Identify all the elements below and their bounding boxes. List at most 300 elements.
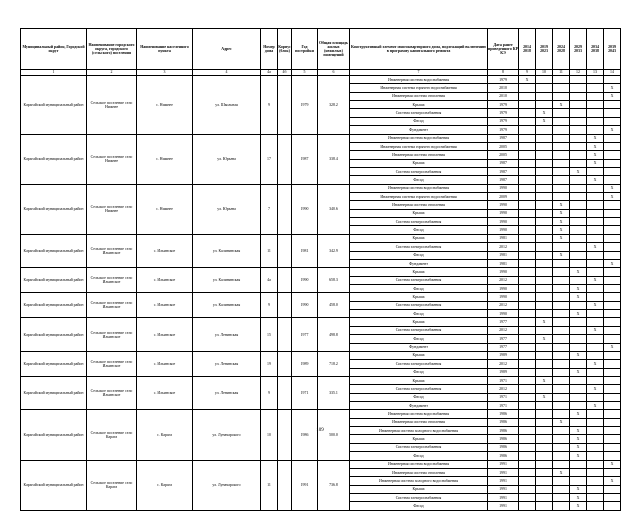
period-cell xyxy=(570,184,587,192)
element-cell: Крыша xyxy=(350,318,488,326)
period-cell xyxy=(519,460,536,468)
area-cell: 338.4 xyxy=(318,134,350,184)
period-cell xyxy=(587,284,604,292)
period-cell xyxy=(553,376,570,384)
period-cell xyxy=(587,251,604,259)
column-header: 2019 2023 xyxy=(536,29,553,70)
period-cell xyxy=(570,360,587,368)
period-cell xyxy=(587,268,604,276)
element-cell: Крыша xyxy=(350,268,488,276)
period-cell xyxy=(587,351,604,359)
element-cell: Система электроснабжения xyxy=(350,326,488,334)
period-mark: X xyxy=(553,234,570,242)
prior-repair-date-cell: 1990 xyxy=(488,201,519,209)
period-cell xyxy=(587,443,604,451)
year-built-cell: 1987 xyxy=(292,134,318,184)
period-cell xyxy=(536,477,553,485)
element-cell: Инженерная система холодного водоснабжения xyxy=(350,477,488,485)
table-body xyxy=(21,76,621,511)
period-cell xyxy=(519,326,536,334)
period-cell xyxy=(587,293,604,301)
period-cell xyxy=(519,402,536,410)
period-cell xyxy=(587,502,604,510)
element-cell: Фундамент xyxy=(350,259,488,267)
period-cell xyxy=(604,201,621,209)
prior-repair-date-cell: 1981 xyxy=(488,259,519,267)
locality-cell: с. Карага xyxy=(137,460,193,510)
prior-repair-date-cell: 2012 xyxy=(488,326,519,334)
period-mark: X xyxy=(553,201,570,209)
period-cell xyxy=(553,360,570,368)
period-cell xyxy=(587,310,604,318)
period-cell xyxy=(553,393,570,401)
period-mark: X xyxy=(587,301,604,309)
period-mark: X xyxy=(553,218,570,226)
period-cell xyxy=(587,468,604,476)
column-number: 3 xyxy=(137,70,193,76)
column-number: 9 xyxy=(519,70,536,76)
period-cell xyxy=(604,159,621,167)
period-cell xyxy=(570,335,587,343)
period-cell xyxy=(536,193,553,201)
column-number: 12 xyxy=(570,70,587,76)
column-header: Год постройки xyxy=(292,29,318,70)
period-mark: X xyxy=(587,151,604,159)
prior-repair-date-cell: 1991 xyxy=(488,493,519,501)
period-cell xyxy=(536,452,553,460)
prior-repair-date-cell: 1977 xyxy=(488,343,519,351)
period-cell xyxy=(604,443,621,451)
period-cell xyxy=(587,117,604,125)
column-number: 10 xyxy=(536,70,553,76)
prior-repair-date-cell: 2005 xyxy=(488,142,519,150)
table-row xyxy=(21,76,621,84)
period-mark: X xyxy=(587,142,604,150)
period-cell xyxy=(570,142,587,150)
prior-repair-date-cell: 1979 xyxy=(488,117,519,125)
period-cell xyxy=(587,109,604,117)
period-mark: X xyxy=(604,477,621,485)
element-cell: Крыша xyxy=(350,209,488,217)
period-cell xyxy=(536,234,553,242)
period-cell xyxy=(536,402,553,410)
period-mark: X xyxy=(587,402,604,410)
column-header: Дата ранее проведенного КР КЭ xyxy=(488,29,519,70)
prior-repair-date-cell: 1990 xyxy=(488,310,519,318)
street-cell: ул. Ленинская xyxy=(193,376,261,409)
period-cell xyxy=(587,393,604,401)
period-cell xyxy=(536,84,553,92)
column-header: Муниципальный район, Городской округ xyxy=(21,29,87,70)
period-cell xyxy=(536,301,553,309)
settlement-cell: Сельское поселение село Ильинское xyxy=(87,234,137,267)
period-cell xyxy=(519,84,536,92)
prior-repair-date-cell: 1979 xyxy=(488,101,519,109)
element-cell: Система электроснабжения xyxy=(350,385,488,393)
element-cell: Фасад xyxy=(350,117,488,125)
period-cell xyxy=(519,234,536,242)
element-cell: Инженерная система отопления xyxy=(350,201,488,209)
period-cell xyxy=(570,402,587,410)
element-cell: Фасад xyxy=(350,368,488,376)
block-cell xyxy=(278,268,292,293)
prior-repair-date-cell: 1990 xyxy=(488,284,519,292)
period-cell xyxy=(604,167,621,175)
period-cell xyxy=(604,435,621,443)
period-mark: X xyxy=(570,452,587,460)
table-row xyxy=(21,351,621,359)
block-cell xyxy=(278,293,292,318)
element-cell: Крыша xyxy=(350,159,488,167)
period-cell xyxy=(536,468,553,476)
element-cell: Фасад xyxy=(350,284,488,292)
house-number-cell: 11 xyxy=(261,460,278,510)
house-number-cell: 19 xyxy=(261,351,278,376)
period-cell xyxy=(519,301,536,309)
period-cell xyxy=(587,477,604,485)
period-cell xyxy=(553,84,570,92)
period-cell xyxy=(519,393,536,401)
period-cell xyxy=(519,92,536,100)
column-number: 7 xyxy=(350,70,488,76)
period-cell xyxy=(570,126,587,134)
period-mark: X xyxy=(604,92,621,100)
element-cell: Инженерная система отопления xyxy=(350,92,488,100)
prior-repair-date-cell: 2012 xyxy=(488,301,519,309)
period-cell xyxy=(587,234,604,242)
period-cell xyxy=(587,435,604,443)
period-cell xyxy=(570,159,587,167)
table-row xyxy=(21,460,621,468)
locality-cell: с. Нижнее xyxy=(137,134,193,184)
column-number: 14 xyxy=(604,70,621,76)
period-mark: X xyxy=(570,435,587,443)
period-mark: X xyxy=(604,460,621,468)
period-cell xyxy=(519,477,536,485)
period-cell xyxy=(604,335,621,343)
prior-repair-date-cell: 1991 xyxy=(488,485,519,493)
prior-repair-date-cell: 1991 xyxy=(488,477,519,485)
element-cell: Инженерная система водоснабжения xyxy=(350,134,488,142)
block-cell xyxy=(278,351,292,376)
column-header: Номер дома xyxy=(261,29,278,70)
house-number-cell: 17 xyxy=(261,134,278,184)
period-mark: X xyxy=(604,193,621,201)
period-cell xyxy=(519,268,536,276)
period-cell xyxy=(553,92,570,100)
element-cell: Фасад xyxy=(350,310,488,318)
block-cell xyxy=(278,410,292,460)
settlement-cell: Сельское поселение село Нижнее xyxy=(87,184,137,234)
block-cell xyxy=(278,318,292,351)
period-cell xyxy=(604,101,621,109)
period-cell xyxy=(587,101,604,109)
period-cell xyxy=(536,385,553,393)
column-number: 13 xyxy=(587,70,604,76)
locality-cell: с. Ильинское xyxy=(137,234,193,267)
period-cell xyxy=(587,343,604,351)
column-number: 5 xyxy=(292,70,318,76)
element-cell: Фундамент xyxy=(350,126,488,134)
element-cell: Крыша xyxy=(350,293,488,301)
period-cell xyxy=(536,251,553,259)
period-cell xyxy=(570,393,587,401)
period-cell xyxy=(587,376,604,384)
area-cell: 340.6 xyxy=(318,184,350,234)
element-cell: Инженерная система горячего водоснабжения xyxy=(350,84,488,92)
element-cell: Система электроснабжения xyxy=(350,301,488,309)
period-cell xyxy=(587,92,604,100)
prior-repair-date-cell: 1979 xyxy=(488,109,519,117)
settlement-cell: Сельское поселение село Нижнее xyxy=(87,134,137,184)
year-built-cell: 1989 xyxy=(292,351,318,376)
locality-cell: с. Нижнее xyxy=(137,76,193,135)
area-cell: 718.2 xyxy=(318,351,350,376)
district-cell: Карагайский муниципальный район xyxy=(21,376,87,409)
year-built-cell: 1977 xyxy=(292,318,318,351)
settlement-cell: Сельское поселение село Ильинское xyxy=(87,293,137,318)
year-built-cell: 1971 xyxy=(292,376,318,409)
period-cell xyxy=(604,351,621,359)
element-cell: Крыша xyxy=(350,435,488,443)
period-mark: X xyxy=(570,284,587,292)
period-mark: X xyxy=(570,310,587,318)
period-cell xyxy=(519,502,536,510)
period-cell xyxy=(519,284,536,292)
element-cell: Система электроснабжения xyxy=(350,167,488,175)
period-cell xyxy=(519,310,536,318)
period-cell xyxy=(553,343,570,351)
period-mark: X xyxy=(587,176,604,184)
period-mark: X xyxy=(587,360,604,368)
column-number: 4 xyxy=(193,70,261,76)
period-mark: X xyxy=(553,226,570,234)
period-cell xyxy=(553,493,570,501)
period-mark: X xyxy=(570,502,587,510)
period-cell xyxy=(604,234,621,242)
period-cell xyxy=(519,251,536,259)
column-header: Адрес xyxy=(193,29,261,70)
period-cell xyxy=(553,142,570,150)
period-cell xyxy=(519,176,536,184)
period-mark: X xyxy=(570,351,587,359)
period-cell xyxy=(570,109,587,117)
period-cell xyxy=(536,159,553,167)
period-cell xyxy=(604,293,621,301)
period-mark: X xyxy=(553,209,570,217)
period-mark: X xyxy=(553,468,570,476)
year-built-cell: 1990 xyxy=(292,268,318,293)
period-cell xyxy=(536,184,553,192)
period-cell xyxy=(553,477,570,485)
element-cell: Фасад xyxy=(350,226,488,234)
period-cell xyxy=(519,167,536,175)
period-cell xyxy=(604,452,621,460)
period-cell xyxy=(519,117,536,125)
street-cell: ул. Калининская xyxy=(193,268,261,293)
period-cell xyxy=(536,418,553,426)
period-cell xyxy=(587,184,604,192)
period-cell xyxy=(553,159,570,167)
period-mark: X xyxy=(553,418,570,426)
period-cell xyxy=(553,276,570,284)
period-cell xyxy=(604,218,621,226)
prior-repair-date-cell: 1971 xyxy=(488,402,519,410)
period-cell xyxy=(519,452,536,460)
period-cell xyxy=(604,176,621,184)
period-cell xyxy=(519,243,536,251)
area-cell: 658.3 xyxy=(318,268,350,293)
prior-repair-date-cell: 1987 xyxy=(488,176,519,184)
period-cell xyxy=(604,376,621,384)
period-cell xyxy=(587,460,604,468)
street-cell: ул. Ленинская xyxy=(193,351,261,376)
period-cell xyxy=(536,92,553,100)
element-cell: Фасад xyxy=(350,176,488,184)
period-mark: X xyxy=(536,393,553,401)
street-cell: ул. Луначарского xyxy=(193,410,261,460)
period-mark: X xyxy=(570,443,587,451)
period-cell xyxy=(553,460,570,468)
prior-repair-date-cell: 1989 xyxy=(488,368,519,376)
period-cell xyxy=(536,410,553,418)
prior-repair-date-cell: 1991 xyxy=(488,468,519,476)
district-cell: Карагайский муниципальный район xyxy=(21,184,87,234)
block-cell xyxy=(278,134,292,184)
element-cell: Система электроснабжения xyxy=(350,109,488,117)
period-cell xyxy=(519,134,536,142)
element-cell: Инженерная система холодного водоснабжения xyxy=(350,427,488,435)
element-cell: Крыша xyxy=(350,234,488,242)
period-cell xyxy=(536,209,553,217)
period-mark: X xyxy=(536,335,553,343)
period-cell xyxy=(604,418,621,426)
block-cell xyxy=(278,234,292,267)
period-mark: X xyxy=(604,84,621,92)
prior-repair-date-cell: 1986 xyxy=(488,418,519,426)
period-mark: X xyxy=(604,343,621,351)
column-number: 4а xyxy=(261,70,278,76)
table-row xyxy=(21,376,621,384)
block-cell xyxy=(278,184,292,234)
period-cell xyxy=(536,443,553,451)
area-cell: 458.0 xyxy=(318,293,350,318)
period-cell xyxy=(553,167,570,175)
prior-repair-date-cell: 1979 xyxy=(488,76,519,84)
locality-cell: с. Ильинское xyxy=(137,268,193,293)
period-cell xyxy=(553,176,570,184)
period-cell xyxy=(536,218,553,226)
period-cell xyxy=(570,251,587,259)
element-cell: Система электроснабжения xyxy=(350,218,488,226)
period-mark: X xyxy=(536,109,553,117)
column-header: 2034 2038 xyxy=(587,29,604,70)
period-cell xyxy=(536,126,553,134)
prior-repair-date-cell: 1986 xyxy=(488,452,519,460)
period-cell xyxy=(604,502,621,510)
period-mark: X xyxy=(536,117,553,125)
prior-repair-date-cell: 1987 xyxy=(488,167,519,175)
element-cell: Фасад xyxy=(350,452,488,460)
house-number-cell: 9 xyxy=(261,376,278,409)
column-header: 2014 2018 xyxy=(519,29,536,70)
period-cell xyxy=(536,368,553,376)
period-cell xyxy=(587,493,604,501)
column-header: Корпус (блок) xyxy=(278,29,292,70)
table-row xyxy=(21,234,621,242)
period-mark: X xyxy=(570,493,587,501)
area-cell: 498.8 xyxy=(318,318,350,351)
element-cell: Инженерная система горячего водоснабжения xyxy=(350,193,488,201)
period-cell xyxy=(570,418,587,426)
period-cell xyxy=(587,201,604,209)
table-row xyxy=(21,134,621,142)
period-cell xyxy=(553,184,570,192)
prior-repair-date-cell: 2010 xyxy=(488,92,519,100)
period-cell xyxy=(604,151,621,159)
prior-repair-date-cell: 1979 xyxy=(488,126,519,134)
period-cell xyxy=(570,151,587,159)
column-header: 2029 2033 xyxy=(570,29,587,70)
period-mark: X xyxy=(587,159,604,167)
period-cell xyxy=(536,310,553,318)
period-cell xyxy=(536,176,553,184)
period-cell xyxy=(587,318,604,326)
period-cell xyxy=(519,376,536,384)
period-mark: X xyxy=(536,376,553,384)
element-cell: Инженерная система водоснабжения xyxy=(350,184,488,192)
settlement-cell: Сельское поселение село Ильинское xyxy=(87,351,137,376)
period-cell xyxy=(553,335,570,343)
period-cell xyxy=(604,485,621,493)
period-cell xyxy=(570,218,587,226)
period-cell xyxy=(519,184,536,192)
block-cell xyxy=(278,460,292,510)
period-cell xyxy=(536,276,553,284)
period-cell xyxy=(570,134,587,142)
period-cell xyxy=(604,301,621,309)
period-cell xyxy=(570,343,587,351)
period-cell xyxy=(519,410,536,418)
period-cell xyxy=(536,259,553,267)
period-cell xyxy=(587,485,604,493)
table-row xyxy=(21,268,621,276)
period-cell xyxy=(587,76,604,84)
period-cell xyxy=(570,259,587,267)
period-cell xyxy=(536,351,553,359)
period-cell xyxy=(519,259,536,267)
table-row xyxy=(21,318,621,326)
prior-repair-date-cell: 1991 xyxy=(488,502,519,510)
period-cell xyxy=(570,301,587,309)
element-cell: Фасад xyxy=(350,502,488,510)
district-cell: Карагайский муниципальный район xyxy=(21,234,87,267)
locality-cell: с. Ильинское xyxy=(137,351,193,376)
locality-cell: с. Карага xyxy=(137,410,193,460)
period-cell xyxy=(519,142,536,150)
period-cell xyxy=(604,310,621,318)
prior-repair-date-cell: 1987 xyxy=(488,134,519,142)
table-row xyxy=(21,184,621,192)
element-cell: Система электроснабжения xyxy=(350,493,488,501)
period-cell xyxy=(570,385,587,393)
period-cell xyxy=(519,418,536,426)
period-cell xyxy=(519,109,536,117)
period-cell xyxy=(570,468,587,476)
period-cell xyxy=(536,76,553,84)
element-cell: Система электроснабжения xyxy=(350,243,488,251)
period-cell xyxy=(536,293,553,301)
